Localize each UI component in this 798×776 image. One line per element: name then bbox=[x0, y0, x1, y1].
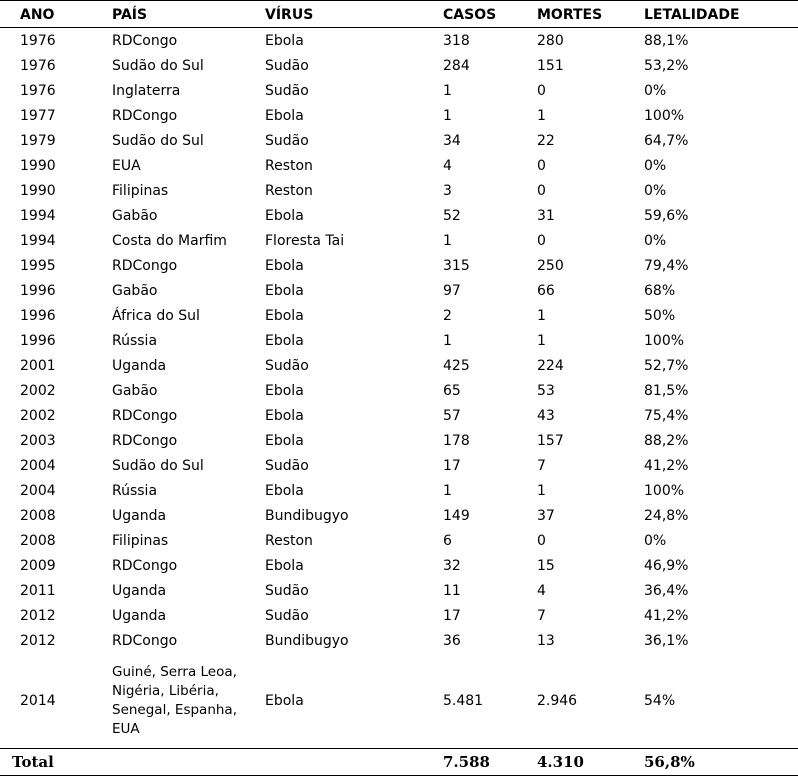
cell-casos: 5.481 bbox=[443, 692, 484, 709]
cell-mortes: 0 bbox=[537, 532, 546, 549]
table-row bbox=[0, 253, 798, 278]
cell-letalidade: 79,4% bbox=[644, 257, 689, 274]
cell-pais: Filipinas bbox=[112, 532, 169, 549]
header-casos: CASOS bbox=[443, 1, 537, 28]
cell-ano: 2012 bbox=[20, 607, 56, 624]
table-row bbox=[0, 303, 798, 328]
cell-casos: 34 bbox=[443, 132, 461, 149]
header-virus: VÍRUS bbox=[265, 1, 443, 28]
table-row bbox=[0, 103, 798, 128]
cell-casos: 65 bbox=[443, 382, 461, 399]
cell-casos: 284 bbox=[443, 57, 470, 74]
cell-casos: 36 bbox=[443, 632, 461, 649]
cell-letalidade: 36,4% bbox=[644, 582, 689, 599]
total-empty-pais bbox=[112, 749, 265, 776]
table-body bbox=[0, 28, 798, 749]
cell-mortes: 280 bbox=[537, 32, 564, 49]
cell-mortes: 0 bbox=[537, 157, 546, 174]
cell-virus: Reston bbox=[265, 532, 313, 549]
table-row bbox=[0, 628, 798, 653]
cell-letalidade: 36,1% bbox=[644, 632, 689, 649]
header-letalidade: LETALIDADE bbox=[644, 1, 798, 28]
cell-virus: Ebola bbox=[265, 282, 304, 299]
cell-ano: 2004 bbox=[20, 482, 56, 499]
cell-casos: 1 bbox=[443, 107, 452, 124]
total-empty-virus bbox=[265, 749, 443, 776]
cell-ano: 1976 bbox=[20, 82, 56, 99]
cell-casos: 318 bbox=[443, 32, 470, 49]
cell-pais: Uganda bbox=[112, 357, 167, 374]
cell-pais: Sudão do Sul bbox=[112, 57, 204, 74]
cell-letalidade: 50% bbox=[644, 307, 676, 324]
cell-ano: 1990 bbox=[20, 157, 56, 174]
cell-virus: Ebola bbox=[265, 692, 304, 709]
cell-letalidade: 88,2% bbox=[644, 432, 689, 449]
cell-casos: 1 bbox=[443, 82, 452, 99]
table-row bbox=[0, 603, 798, 628]
cell-virus: Floresta Tai bbox=[265, 232, 345, 249]
cell-pais: Guiné, Serra Leoa, Nigéria, Libéria, Senegal, Espanha, EUA bbox=[112, 663, 237, 737]
cell-virus: Reston bbox=[265, 157, 313, 174]
cell-pais: Uganda bbox=[112, 507, 167, 524]
cell-virus: Sudão bbox=[265, 82, 309, 99]
cell-ano: 1976 bbox=[20, 57, 56, 74]
cell-pais: Gabão bbox=[112, 282, 158, 299]
cell-letalidade: 68% bbox=[644, 282, 676, 299]
cell-casos: 2 bbox=[443, 307, 452, 324]
table-row bbox=[0, 378, 798, 403]
cell-virus: Bundibugyo bbox=[265, 632, 349, 649]
cell-letalidade: 59,6% bbox=[644, 207, 689, 224]
table-footer bbox=[0, 749, 798, 776]
cell-virus: Ebola bbox=[265, 307, 304, 324]
cell-ano: 2008 bbox=[20, 507, 56, 524]
cell-virus: Ebola bbox=[265, 207, 304, 224]
cell-letalidade: 88,1% bbox=[644, 32, 689, 49]
cell-virus: Reston bbox=[265, 182, 313, 199]
table-row bbox=[0, 328, 798, 353]
cell-mortes: 37 bbox=[537, 507, 555, 524]
cell-mortes: 1 bbox=[537, 107, 546, 124]
cell-pais: Gabão bbox=[112, 207, 158, 224]
cell-ano: 1996 bbox=[20, 332, 56, 349]
cell-pais: Uganda bbox=[112, 582, 167, 599]
cell-casos: 1 bbox=[443, 482, 452, 499]
cell-mortes: 31 bbox=[537, 207, 555, 224]
cell-mortes: 1 bbox=[537, 307, 546, 324]
cell-mortes: 0 bbox=[537, 82, 546, 99]
cell-ano: 2004 bbox=[20, 457, 56, 474]
cell-letalidade: 41,2% bbox=[644, 457, 689, 474]
cell-ano: 2012 bbox=[20, 632, 56, 649]
table-row bbox=[0, 228, 798, 253]
cell-letalidade: 0% bbox=[644, 157, 667, 174]
table-row bbox=[0, 278, 798, 303]
header-mortes: MORTES bbox=[537, 1, 644, 28]
cell-casos: 149 bbox=[443, 507, 470, 524]
table-row bbox=[0, 453, 798, 478]
cell-mortes: 250 bbox=[537, 257, 564, 274]
cell-mortes: 224 bbox=[537, 357, 564, 374]
cell-casos: 32 bbox=[443, 557, 461, 574]
table-header bbox=[0, 1, 798, 28]
cell-ano: 2011 bbox=[20, 582, 56, 599]
cell-pais: RDCongo bbox=[112, 557, 178, 574]
cell-mortes: 157 bbox=[537, 432, 564, 449]
table-row bbox=[0, 428, 798, 453]
cell-letalidade: 46,9% bbox=[644, 557, 689, 574]
table-row bbox=[0, 203, 798, 228]
cell-pais: RDCongo bbox=[112, 32, 178, 49]
cell-mortes: 7 bbox=[537, 607, 546, 624]
cell-pais: África do Sul bbox=[112, 307, 200, 324]
cell-ano: 2002 bbox=[20, 407, 56, 424]
cell-mortes: 7 bbox=[537, 457, 546, 474]
cell-letalidade: 41,2% bbox=[644, 607, 689, 624]
cell-ano: 2014 bbox=[20, 692, 56, 709]
header-row bbox=[0, 1, 798, 28]
cell-letalidade: 75,4% bbox=[644, 407, 689, 424]
cell-pais: Rússia bbox=[112, 332, 158, 349]
cell-mortes: 1 bbox=[537, 332, 546, 349]
cell-pais: RDCongo bbox=[112, 407, 178, 424]
cell-mortes: 1 bbox=[537, 482, 546, 499]
cell-letalidade: 0% bbox=[644, 82, 667, 99]
cell-letalidade: 100% bbox=[644, 107, 685, 124]
cell-pais: Sudão do Sul bbox=[112, 132, 204, 149]
cell-pais: RDCongo bbox=[112, 632, 178, 649]
cell-pais: RDCongo bbox=[112, 257, 178, 274]
cell-virus: Sudão bbox=[265, 357, 309, 374]
cell-virus: Sudão bbox=[265, 132, 309, 149]
cell-pais: Rússia bbox=[112, 482, 158, 499]
table-row bbox=[0, 353, 798, 378]
cell-pais: RDCongo bbox=[112, 432, 178, 449]
cell-ano: 2002 bbox=[20, 382, 56, 399]
cell-virus: Ebola bbox=[265, 432, 304, 449]
cell-casos: 57 bbox=[443, 407, 461, 424]
cell-letalidade: 100% bbox=[644, 482, 685, 499]
cell-letalidade: 64,7% bbox=[644, 132, 689, 149]
cell-letalidade: 0% bbox=[644, 232, 667, 249]
cell-pais: Gabão bbox=[112, 382, 158, 399]
cell-pais: RDCongo bbox=[112, 107, 178, 124]
cell-virus: Bundibugyo bbox=[265, 507, 349, 524]
cell-casos: 178 bbox=[443, 432, 470, 449]
cell-ano: 1976 bbox=[20, 32, 56, 49]
table-row bbox=[0, 403, 798, 428]
cell-virus: Ebola bbox=[265, 32, 304, 49]
cell-ano: 1995 bbox=[20, 257, 56, 274]
cell-virus: Ebola bbox=[265, 257, 304, 274]
cell-ano: 1990 bbox=[20, 182, 56, 199]
cell-ano: 2003 bbox=[20, 432, 56, 449]
cell-virus: Ebola bbox=[265, 482, 304, 499]
cell-pais: Filipinas bbox=[112, 182, 169, 199]
cell-mortes: 15 bbox=[537, 557, 555, 574]
table-row bbox=[0, 528, 798, 553]
cell-pais: Uganda bbox=[112, 607, 167, 624]
table-row bbox=[0, 503, 798, 528]
cell-casos: 4 bbox=[443, 157, 452, 174]
cell-casos: 425 bbox=[443, 357, 470, 374]
cell-letalidade: 100% bbox=[644, 332, 685, 349]
total-casos: 7.588 bbox=[443, 749, 537, 776]
header-pais: PAÍS bbox=[112, 1, 265, 28]
total-mortes: 4.310 bbox=[537, 749, 644, 776]
cell-ano: 2009 bbox=[20, 557, 56, 574]
cell-mortes: 43 bbox=[537, 407, 555, 424]
cell-ano: 1977 bbox=[20, 107, 56, 124]
cell-casos: 17 bbox=[443, 607, 461, 624]
cell-ano: 2001 bbox=[20, 357, 56, 374]
cell-pais: Inglaterra bbox=[112, 82, 181, 99]
total-label: Total bbox=[0, 749, 112, 776]
cell-letalidade: 81,5% bbox=[644, 382, 689, 399]
cell-mortes: 0 bbox=[537, 182, 546, 199]
cell-virus: Sudão bbox=[265, 582, 309, 599]
table-row bbox=[0, 478, 798, 503]
cell-virus: Sudão bbox=[265, 607, 309, 624]
cell-virus: Ebola bbox=[265, 557, 304, 574]
cell-mortes: 13 bbox=[537, 632, 555, 649]
cell-mortes: 22 bbox=[537, 132, 555, 149]
table-row bbox=[0, 653, 798, 749]
cell-casos: 3 bbox=[443, 182, 452, 199]
cell-virus: Ebola bbox=[265, 407, 304, 424]
cell-casos: 11 bbox=[443, 582, 461, 599]
total-letalidade: 56,8% bbox=[644, 749, 798, 776]
cell-virus: Ebola bbox=[265, 107, 304, 124]
cell-letalidade: 0% bbox=[644, 532, 667, 549]
cell-ano: 1994 bbox=[20, 232, 56, 249]
cell-letalidade: 0% bbox=[644, 182, 667, 199]
cell-virus: Sudão bbox=[265, 457, 309, 474]
table-row bbox=[0, 28, 798, 54]
cell-ano: 2008 bbox=[20, 532, 56, 549]
cell-mortes: 66 bbox=[537, 282, 555, 299]
header-ano: ANO bbox=[0, 1, 112, 28]
cell-mortes: 0 bbox=[537, 232, 546, 249]
table-row bbox=[0, 178, 798, 203]
cell-mortes: 4 bbox=[537, 582, 546, 599]
cell-ano: 1996 bbox=[20, 282, 56, 299]
cell-ano: 1996 bbox=[20, 307, 56, 324]
cell-ano: 1979 bbox=[20, 132, 56, 149]
cell-casos: 97 bbox=[443, 282, 461, 299]
table-row bbox=[0, 128, 798, 153]
cell-casos: 6 bbox=[443, 532, 452, 549]
cell-casos: 17 bbox=[443, 457, 461, 474]
cell-pais: Costa do Marfim bbox=[112, 232, 227, 249]
cell-letalidade: 24,8% bbox=[644, 507, 689, 524]
cell-ano: 1994 bbox=[20, 207, 56, 224]
cell-virus: Ebola bbox=[265, 382, 304, 399]
table-row bbox=[0, 53, 798, 78]
table-row bbox=[0, 153, 798, 178]
table-row bbox=[0, 578, 798, 603]
cell-casos: 315 bbox=[443, 257, 470, 274]
cell-mortes: 151 bbox=[537, 57, 564, 74]
cell-virus: Ebola bbox=[265, 332, 304, 349]
cell-casos: 1 bbox=[443, 332, 452, 349]
cell-pais: Sudão do Sul bbox=[112, 457, 204, 474]
cell-letalidade: 52,7% bbox=[644, 357, 689, 374]
cell-letalidade: 53,2% bbox=[644, 57, 689, 74]
cell-virus: Sudão bbox=[265, 57, 309, 74]
cell-pais: EUA bbox=[112, 157, 141, 174]
cell-mortes: 53 bbox=[537, 382, 555, 399]
cell-mortes: 2.946 bbox=[537, 692, 578, 709]
table-row bbox=[0, 553, 798, 578]
table-row bbox=[0, 78, 798, 103]
total-row bbox=[0, 749, 798, 776]
cell-casos: 1 bbox=[443, 232, 452, 249]
cell-casos: 52 bbox=[443, 207, 461, 224]
cell-letalidade: 54% bbox=[644, 692, 676, 709]
